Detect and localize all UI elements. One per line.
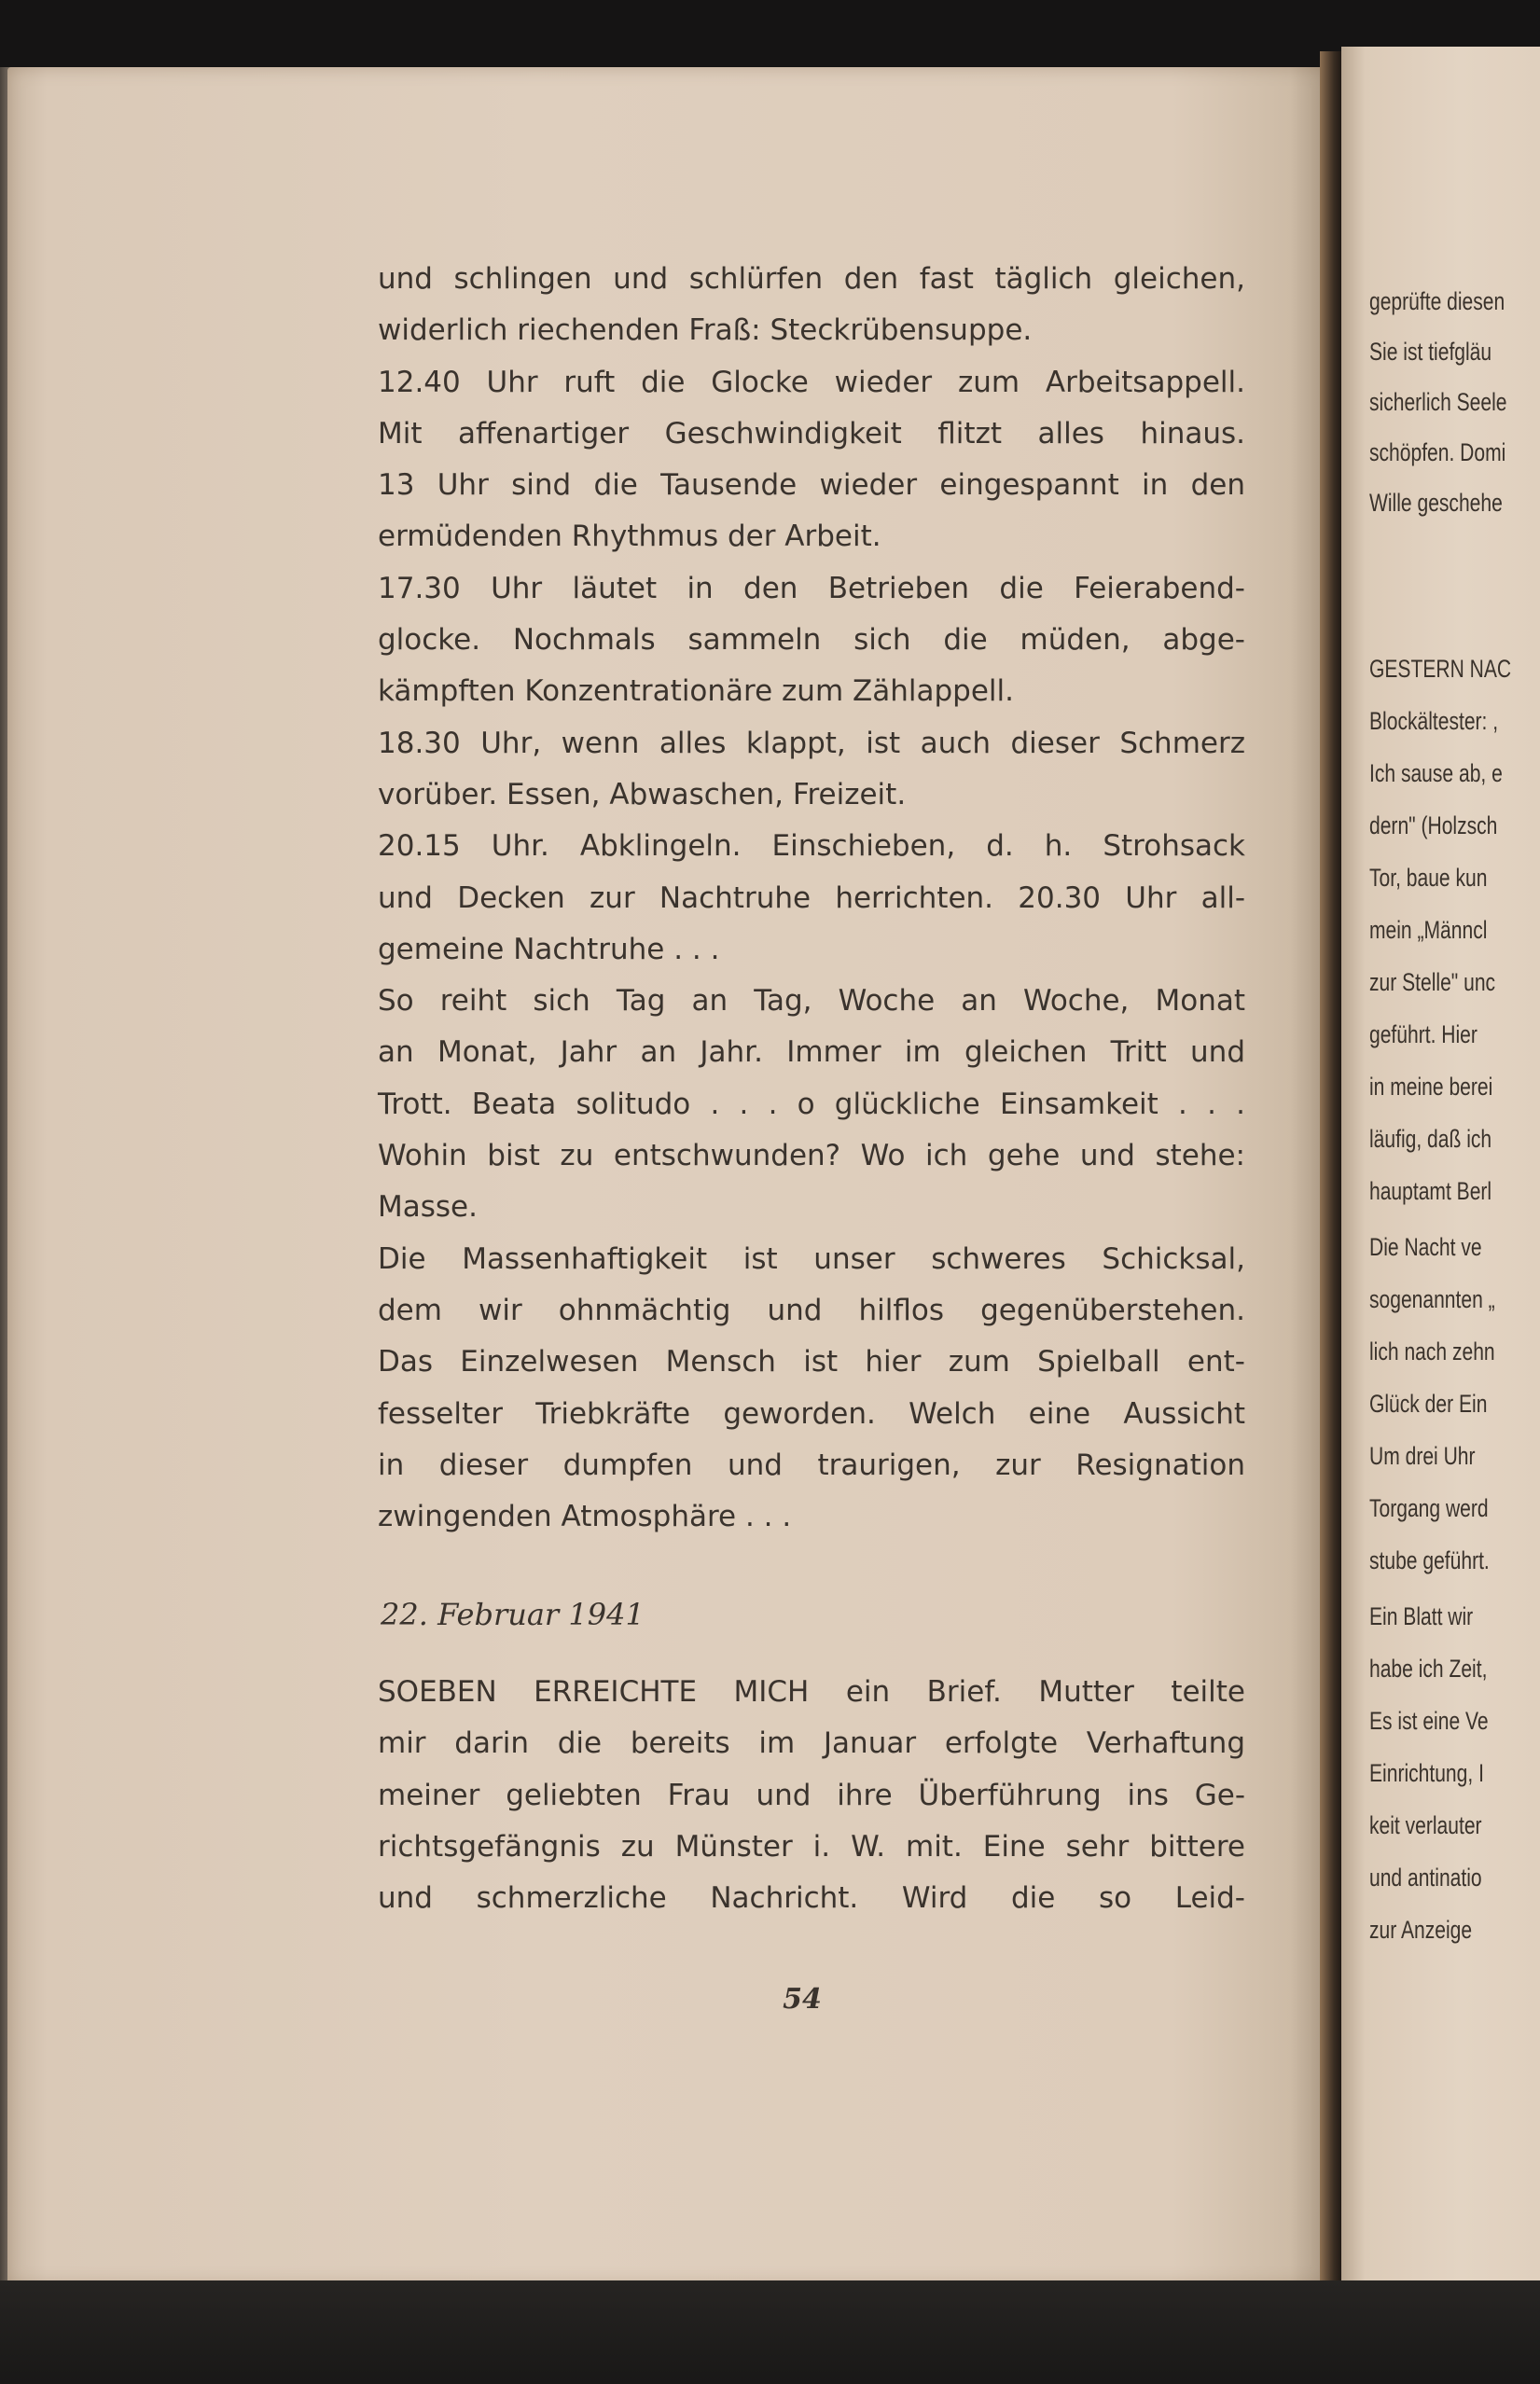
right-line: Tor, baue kun (1369, 864, 1488, 892)
background-top (0, 0, 1540, 70)
book-gutter (1320, 51, 1343, 2290)
text-line: Mit affenartiger Geschwindigkeit flitzt alles hinaus. (378, 416, 1245, 450)
background-bottom (0, 2280, 1540, 2384)
text-line: zwingenden Atmosphäre . . . (378, 1500, 792, 1534)
right-line: Es ist eine Ve (1369, 1707, 1489, 1735)
body-text-main (378, 254, 1245, 1543)
text-line: Wohin bist zu entschwunden? Wo ich gehe und stehe: (378, 1139, 1245, 1173)
text-line: 12.40 Uhr ruft die Glocke wieder zum Arbeitsappell. (378, 365, 1245, 399)
text-line: richtsgefängnis zu Münster i. W. mit. Eine sehr bittere (378, 1829, 1245, 1864)
date-heading: 22. Februar 1941 (381, 1597, 645, 1632)
right-line: Sie ist tiefgläu (1369, 338, 1492, 366)
text-line: 18.30 Uhr, wenn alles klappt, ist auch dieser Schmerz (378, 726, 1245, 760)
right-line: geprüfte diesen (1369, 287, 1505, 315)
text-line: und Decken zur Nachtruhe herrichten. 20.30 Uhr all- (378, 880, 1245, 915)
right-line: Einrichtung, I (1369, 1759, 1484, 1787)
text-line: fesselter Triebkräfte geworden. Welch eine Aussicht (378, 1396, 1245, 1431)
text-line: mir darin die bereits im Januar erfolgte Verhaftung (378, 1726, 1245, 1761)
right-line: GESTERN NAC (1369, 655, 1512, 683)
right-line: stube geführt. (1369, 1546, 1490, 1574)
right-line: und antinatio (1369, 1864, 1482, 1892)
right-line: Blockältester: , (1369, 707, 1499, 735)
text-line: widerlich riechenden Fraß: Steckrübensuppe. (378, 313, 1033, 348)
text-line: 13 Uhr sind die Tausende wieder eingespannt in den (378, 468, 1245, 503)
right-line: lich nach zehn (1369, 1338, 1495, 1365)
right-line: in meine berei (1369, 1073, 1493, 1101)
right-line: habe ich Zeit, (1369, 1655, 1488, 1683)
text-line: und schlingen und schlürfen den fast täglich gleichen, (378, 262, 1245, 296)
right-line: sogenannten „ (1369, 1285, 1495, 1313)
right-line: Glück der Ein (1369, 1390, 1488, 1418)
text-line: 20.15 Uhr. Abklingeln. Einschieben, d. h. Strohsack (378, 829, 1245, 864)
text-line: dem wir ohnmächtig und hilflos gegenüberstehen. (378, 1293, 1245, 1327)
text-line: und schmerzliche Nachricht. Wird die so Leid- (378, 1881, 1245, 1916)
right-line: mein „Männcl (1369, 916, 1488, 944)
right-line: Ich sause ab, e (1369, 759, 1503, 787)
text-line: Trott. Beata solitudo . . . o glückliche Einsamkeit . . . (378, 1087, 1245, 1121)
text-line: SOEBEN ERREICHTE MICH ein Brief. Mutter teilte (378, 1675, 1245, 1709)
page-number: 54 (783, 1983, 822, 2016)
text-line: vorüber. Essen, Abwaschen, Freizeit. (378, 777, 907, 811)
right-line: zur Stelle" unc (1369, 968, 1496, 996)
text-line: glocke. Nochmals sammeln sich die müden, abge- (378, 623, 1245, 658)
right-line: läufig, daß ich (1369, 1125, 1492, 1153)
body-text-letter (378, 1667, 1245, 1924)
right-line: Um drei Uhr (1369, 1442, 1476, 1470)
text-line: an Monat, Jahr an Jahr. Immer im gleichen Tritt und (378, 1035, 1245, 1070)
right-line: Die Nacht ve (1369, 1233, 1482, 1261)
right-line: zur Anzeige (1369, 1916, 1473, 1944)
text-line: gemeine Nachtruhe . . . (378, 932, 720, 966)
right-line: Wille geschehe (1369, 489, 1503, 517)
right-line: sicherlich Seele (1369, 388, 1507, 416)
text-line: Masse. (378, 1190, 478, 1225)
right-line: schöpfen. Domi (1369, 438, 1506, 466)
text-line: 17.30 Uhr läutet in den Betrieben die Feierabend- (378, 571, 1245, 605)
text-line: kämpften Konzentrationäre zum Zählappell. (378, 674, 1014, 709)
right-line: geführt. Hier (1369, 1020, 1478, 1048)
text-line: Das Einzelwesen Mensch ist hier zum Spielball ent- (378, 1345, 1245, 1379)
right-line: dern" (Holzsch (1369, 811, 1498, 839)
right-line: Torgang werd (1369, 1494, 1489, 1522)
text-line: ermüdenden Rhythmus der Arbeit. (378, 520, 881, 554)
text-line: meiner geliebten Frau und ihre Überführung ins Ge- (378, 1778, 1245, 1812)
right-page (1341, 47, 1540, 2290)
right-line: hauptamt Berl (1369, 1177, 1492, 1205)
text-line: So reiht sich Tag an Tag, Woche an Woche, Monat (378, 984, 1245, 1019)
right-line: Ein Blatt wir (1369, 1602, 1474, 1630)
right-line: keit verlauter (1369, 1811, 1482, 1839)
text-line: in dieser dumpfen und traurigen, zur Resignation (378, 1448, 1245, 1482)
text-line: Die Massenhaftigkeit ist unser schweres Schicksal, (378, 1241, 1245, 1276)
